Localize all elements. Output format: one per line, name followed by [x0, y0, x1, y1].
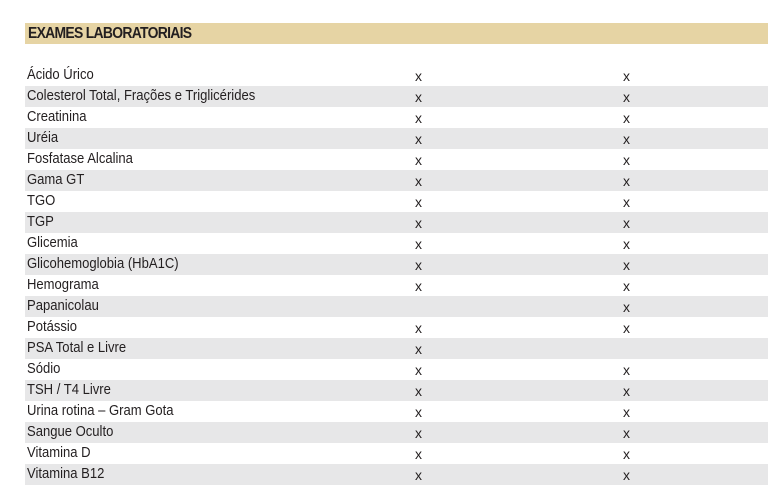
table-row [25, 275, 768, 296]
exam-name: Ácido Úrico [27, 67, 94, 83]
exam-name: TSH / T4 Livre [27, 382, 111, 398]
check-mark-col1: x [415, 446, 422, 462]
exam-name: PSA Total e Livre [27, 340, 127, 356]
check-mark-col1: x [415, 68, 422, 84]
check-mark-col1: x [415, 152, 422, 168]
check-mark-col2: x [623, 278, 630, 294]
check-mark-col2: x [623, 236, 630, 252]
table-row [25, 86, 768, 107]
check-mark-col2: x [623, 404, 630, 420]
table-row [25, 317, 768, 338]
check-mark-col2: x [623, 383, 630, 399]
exam-name: Sódio [27, 361, 61, 377]
check-mark-col2: x [623, 131, 630, 147]
table-row [25, 107, 768, 128]
check-mark-col1: x [415, 257, 422, 273]
exam-name: Colesterol Total, Frações e Triglicérides [27, 88, 256, 104]
check-mark-col2: x [623, 89, 630, 105]
check-mark-col2: x [623, 446, 630, 462]
check-mark-col1: x [415, 425, 422, 441]
section-title: EXAMES LABORATORIAIS [28, 25, 192, 42]
check-mark-col2: x [623, 68, 630, 84]
check-mark-col2: x [623, 215, 630, 231]
exam-name: Papanicolau [27, 298, 99, 314]
check-mark-col2: x [623, 320, 630, 336]
check-mark-col2: x [623, 467, 630, 483]
exam-name: Glicemia [27, 235, 78, 251]
check-mark-col1: x [415, 383, 422, 399]
check-mark-col2: x [623, 299, 630, 315]
exam-name: TGO [27, 193, 56, 209]
check-mark-col2: x [623, 425, 630, 441]
table-row [25, 233, 768, 254]
check-mark-col1: x [415, 320, 422, 336]
exam-name: Vitamina D [27, 445, 91, 461]
check-mark-col1: x [415, 131, 422, 147]
exam-name: Potássio [27, 319, 78, 335]
check-mark-col1: x [415, 110, 422, 126]
table-row [25, 464, 768, 485]
check-mark-col1: x [415, 194, 422, 210]
table-row [25, 65, 768, 86]
table-row [25, 128, 768, 149]
exam-name: TGP [27, 214, 54, 230]
table-row [25, 170, 768, 191]
table-row [25, 149, 768, 170]
check-mark-col1: x [415, 404, 422, 420]
exam-name: Uréia [27, 130, 59, 146]
check-mark-col1: x [415, 173, 422, 189]
section-header [25, 23, 768, 44]
check-mark-col1: x [415, 215, 422, 231]
table-row [25, 191, 768, 212]
check-mark-col2: x [623, 194, 630, 210]
table-row [25, 401, 768, 422]
check-mark-col2: x [623, 152, 630, 168]
exam-name: Gama GT [27, 172, 85, 188]
exam-name: Glicohemoglobia (HbA1C) [27, 256, 179, 272]
exam-name: Urina rotina – Gram Gota [27, 403, 174, 419]
check-mark-col1: x [415, 278, 422, 294]
exam-name: Fosfatase Alcalina [27, 151, 133, 167]
table-row [25, 443, 768, 464]
check-mark-col2: x [623, 110, 630, 126]
exam-name: Sangue Oculto [27, 424, 114, 440]
table-row [25, 359, 768, 380]
table-row [25, 212, 768, 233]
exam-name: Vitamina B12 [27, 466, 105, 482]
table-row [25, 422, 768, 443]
check-mark-col2: x [623, 257, 630, 273]
check-mark-col2: x [623, 173, 630, 189]
check-mark-col1: x [415, 362, 422, 378]
table-row [25, 380, 768, 401]
check-mark-col1: x [415, 89, 422, 105]
exam-table [25, 65, 768, 485]
exam-name: Creatinina [27, 109, 87, 125]
check-mark-col2: x [623, 362, 630, 378]
exam-name: Hemograma [27, 277, 99, 293]
table-row [25, 338, 768, 359]
check-mark-col1: x [415, 341, 422, 357]
table-row [25, 254, 768, 275]
check-mark-col1: x [415, 236, 422, 252]
table-row [25, 296, 768, 317]
check-mark-col1: x [415, 467, 422, 483]
